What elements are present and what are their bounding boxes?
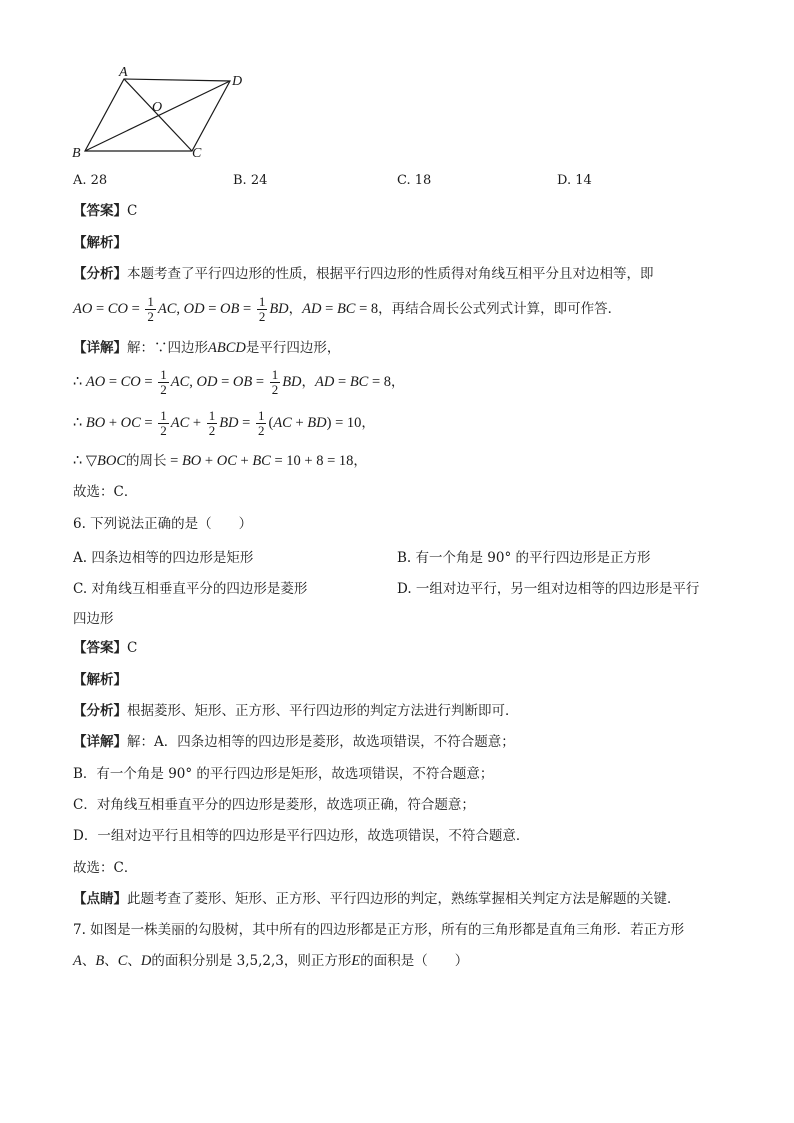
q6-dianjing-tag: 【点睛】 [73,891,127,907]
q5-perimeter-label: 的周长 [126,453,167,469]
q7-label-c: C [117,953,128,969]
q7-sep-2: 、 [104,953,118,969]
q6-dianjing-line [73,889,681,909]
q5-xiangjie-tail: 是平行四边形， [245,340,341,356]
q7-stem-line-1: 7. 如图是一株美丽的勾股树，其中所有的四边形都是正方形，所有的三角形都是直角三角形．若正方形 [73,922,685,938]
point-a-label: A [119,65,128,80]
q7-label-b: B [95,953,105,969]
q6-xiangjie-line-2: B．有一个角是 90° 的平行四边形是矩形，故选项错误，不符合题意； [73,766,494,782]
q5-step-2: ∴ BO + OC = $\frac{1}{2}$ AC + $\frac{1}{2}$ BD = $\frac{1}{2}$ (AC + BD) = 10， [73,408,375,439]
q6-fenxi-tag: 【分析】 [73,703,127,719]
q5-analysis-tag: 【解析】 [73,235,127,251]
q6-xiangjie-tag: 【详解】 [73,734,127,750]
q5-xiangjie-text: 解：∵四边形 [127,340,208,356]
q6-option-c: C. 对角线互相垂直平分的四边形是菱形 [73,581,308,597]
q6-option-b: B. 有一个角是 90° 的平行四边形是正方形 [397,550,651,566]
q7-stem-tail: 的面积是（ ） [360,953,469,969]
q6-option-d: D. 一组对边平行，另一组对边相等的四边形是平行 [397,581,700,597]
q5-option-b: B. 24 [233,173,268,188]
q6-xiangjie-line-3: C．对角线互相垂直平分的四边形是菱形，故选项正确，符合题意； [73,797,475,813]
q7-stem-line-2 [73,951,468,971]
q6-stem: 6. 下列说法正确的是（ ） [73,516,253,532]
q6-fenxi-text: 根据菱形、矩形、正方形、平行四边形的判定方法进行判断即可． [127,703,519,719]
q5-xiangjie-tag: 【详解】 [73,340,127,356]
diagonal-bd [85,81,230,151]
q6-answer-tag: 【答案】 [73,640,127,656]
q6-answer: C [127,640,138,656]
q5-option-c: C. 18 [397,173,432,188]
q5-conclusion: 故选：C． [73,484,138,500]
q6-dianjing-text: 此题考查了菱形、矩形、正方形、平行四边形的判定，熟练掌握相关判定方法是解题的关键． [127,891,681,907]
point-b-label: B [72,146,81,161]
q6-option-a: A. 四条边相等的四边形是矩形 [73,550,254,566]
q5-answer-tag: 【答案】 [73,203,127,219]
q5-answer: C [127,203,138,219]
q5-step-3: ∴ ▽BOC的周长 = BO + OC + BC = 10 + 8 = 18， [73,453,367,469]
q5-fenxi-tail: ，再结合周长公式列式计算，即可作答． [378,301,622,317]
q5-option-a: A. 28 [73,173,108,188]
q5-step-1: ∴ AO = CO = $\frac{1}{2}$ AC, OD = OB = $\frac{1}{2}$ BD，AD = BC = 8， [73,367,405,398]
q6-fenxi-line [73,701,519,721]
q7-label-e: E [351,953,361,969]
q5-fenxi-tag: 【分析】 [73,266,127,282]
q5-fenxi-formula: AO = CO = $\frac{1}{2}$ AC, OD = OB = $\frac{1}{2}$ BD，AD = BC = 8，再结合周长公式列式计算，即可作答． [73,294,622,325]
q7-stem-mid: 的面积分别是 3,5,2,3，则正方形 [151,953,352,969]
q6-xiangjie-line [73,732,515,752]
q7-label-a: A [73,953,82,969]
q5-option-d: D. 14 [557,173,592,188]
q6-conclusion: 故选：C． [73,860,138,876]
point-o-label: O [152,100,163,115]
parallelogram-figure [66,62,256,162]
q6-option-d-cont: 四边形 [73,611,114,627]
q6-analysis-tag: 【解析】 [73,672,127,688]
q7-label-d: D [140,953,152,969]
q7-sep-1: 、 [81,953,96,969]
point-c-label: C [192,146,202,161]
q5-xiangjie-name: ABCD [208,340,246,356]
q6-xiangjie-line-1: 解：A．四条边相等的四边形是菱形，故选项错误，不符合题意； [127,734,515,750]
q5-xiangjie-line [73,338,340,358]
q5-answer-line [73,201,137,221]
point-d-label: D [232,74,243,89]
q5-fenxi-line [73,264,654,284]
q6-answer-line [73,638,137,658]
q6-xiangjie-line-4: D．一组对边平行且相等的四边形是平行四边形，故选项错误，不符合题意． [73,828,530,844]
q5-fenxi-text: 本题考查了平行四边形的性质，根据平行四边形的性质得对角线互相平分且对边相等，即 [127,266,654,282]
diagonal-ac [124,79,192,151]
q7-sep-3: 、 [127,953,141,969]
